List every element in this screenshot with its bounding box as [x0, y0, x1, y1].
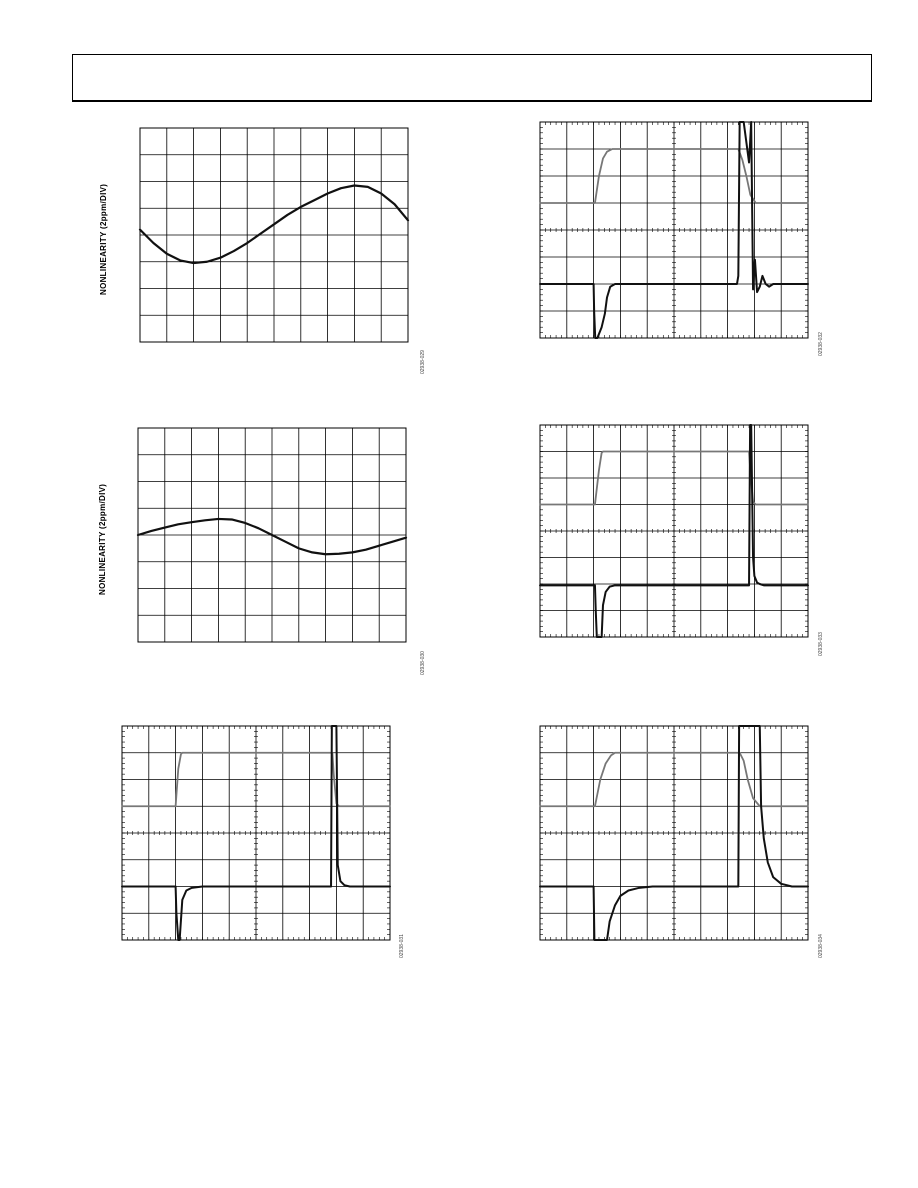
chart-fig-ml	[138, 428, 406, 642]
figure-id: 02938-030	[420, 651, 426, 675]
figure-id: 02938-034	[818, 934, 824, 958]
figure-id: 02938-033	[818, 632, 824, 656]
chart-fig-tr	[540, 122, 808, 338]
figure-id: 02938-032	[818, 332, 824, 356]
page-header-box	[72, 54, 872, 102]
y-axis-label: NONLINEARITY (2ppm/DIV)	[99, 183, 108, 295]
figure-id: 02938-029	[420, 350, 426, 374]
y-axis-label: NONLINEARITY (2ppm/DIV)	[98, 483, 107, 595]
chart-fig-mr	[540, 425, 808, 637]
figure-id: 02938-031	[399, 934, 405, 958]
chart-fig-tl	[140, 128, 408, 342]
chart-fig-br	[540, 726, 808, 940]
chart-fig-bl	[122, 726, 390, 940]
